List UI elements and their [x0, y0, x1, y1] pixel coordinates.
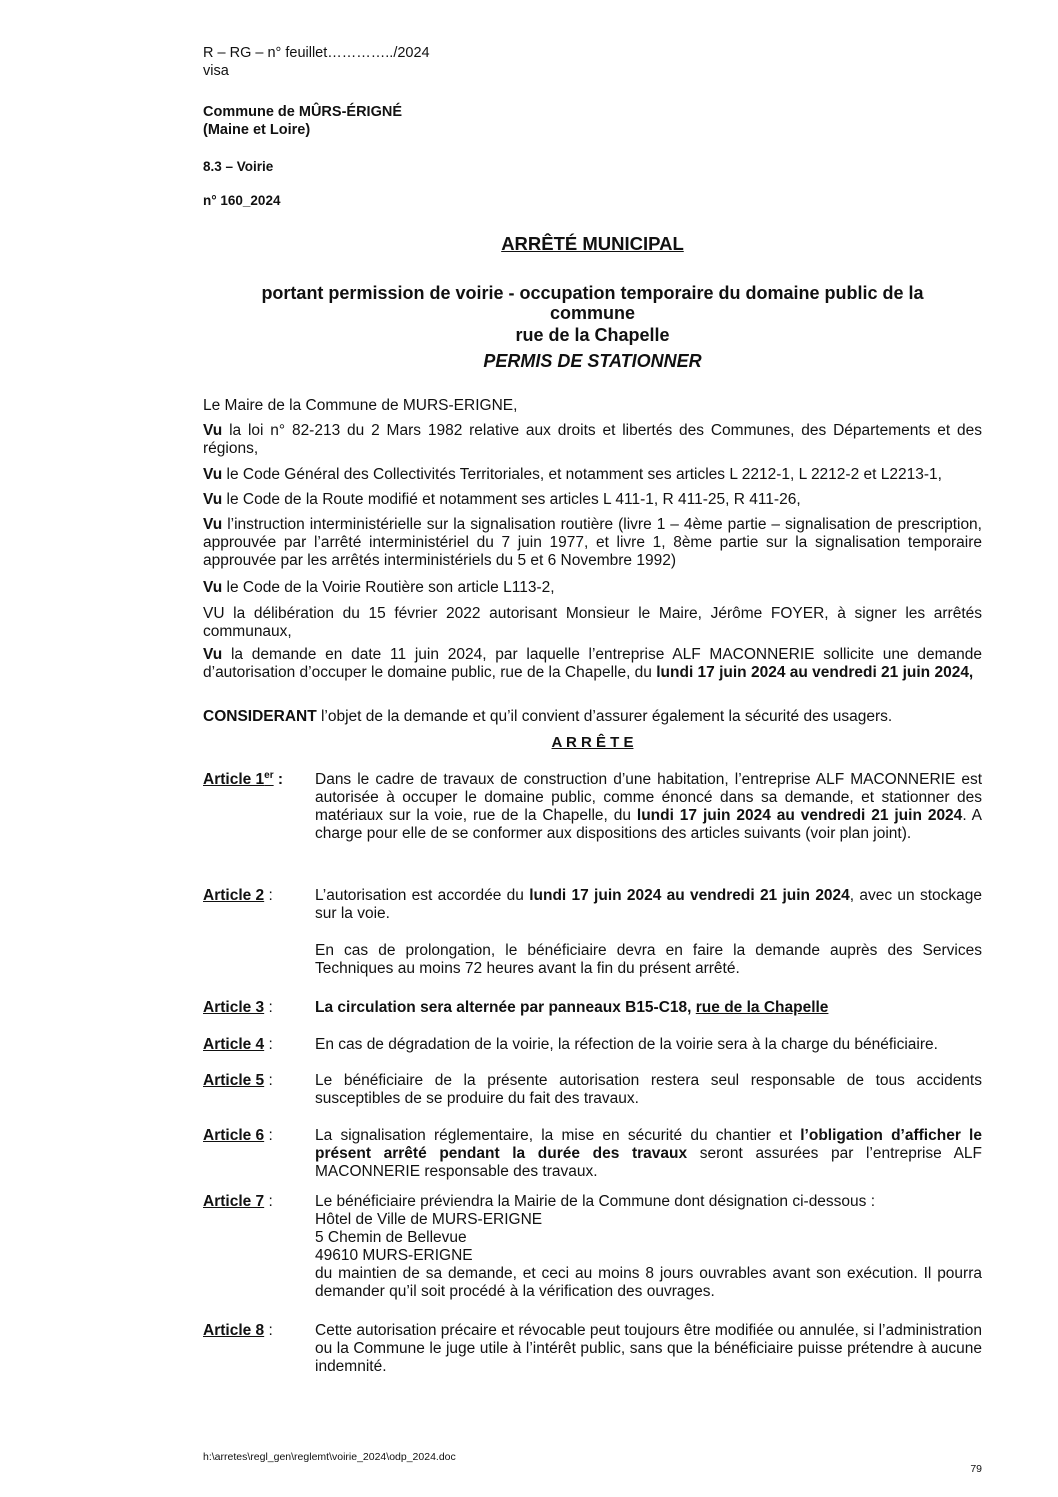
subtitle-permis: PERMIS DE STATIONNER	[483, 351, 702, 371]
vu-word: Vu	[203, 516, 223, 533]
considerant	[203, 708, 982, 726]
article-3-colon: :	[264, 999, 273, 1016]
subtitle-line2: commune	[549, 303, 636, 323]
article-3-text	[315, 999, 982, 1017]
vu-loi-1982	[203, 422, 982, 458]
article-1-sup: er	[264, 769, 274, 781]
article-7-colon: :	[264, 1193, 273, 1210]
address-line-1: Hôtel de Ville de MURS-ERIGNE	[315, 1211, 543, 1228]
arrete-heading: A R R Ê T E	[551, 734, 634, 751]
preamble-intro: Le Maire de la Commune de MURS-ERIGNE,	[203, 397, 518, 414]
vu-text: le Code Général des Collectivités Territoriales, et notamment ses articles L 2212-1, L 2212-2 et L2213-1,	[222, 466, 942, 483]
article-6-part-a: La signalisation réglementaire, la mise en sécurité du chantier et	[315, 1127, 801, 1144]
article-2-prolongation: En cas de prolongation, le bénéficiaire devra en faire la demande auprès des Services Techniques au moins 72 heures avant la fin du présent arrêté.	[315, 942, 982, 977]
vu-word: Vu	[203, 491, 223, 508]
article-8-text: Cette autorisation précaire et révocable peut toujours être modifiée ou annulée, si l’administration ou la Commune le juge utile à l’intérêt public, sans que la bénéficiaire puisse prétendre à aucune indemnité.	[315, 1322, 982, 1375]
commune-name: Commune de MÛRS-ÉRIGNÉ	[203, 104, 402, 120]
vu-code-voirie	[203, 579, 982, 597]
vu-dates: lundi 17 juin 2024 au vendredi 21 juin 2024,	[656, 664, 974, 681]
vu-deliberation: VU la délibération du 15 février 2022 autorisant Monsieur le Maire, Jérôme FOYER, à signer les arrêtés communaux,	[203, 605, 982, 640]
considerant-word: CONSIDERANT	[203, 708, 317, 725]
vu-instruction	[203, 516, 982, 570]
arrete-number: n° 160_2024	[203, 193, 281, 208]
article-3-circulation: La circulation sera alternée par panneaux B15-C18,	[315, 999, 696, 1016]
article-6-number: Article 6	[203, 1127, 265, 1144]
article-2-label	[203, 887, 273, 905]
vu-text: le Code de la Route modifié et notamment ses articles L 411-1, R 411-25, R 411-26,	[222, 491, 801, 508]
article-2-colon: :	[264, 887, 273, 904]
article-4-number: Article 4	[203, 1036, 265, 1053]
vu-demande	[203, 646, 982, 682]
article-7-number: Article 7	[203, 1193, 265, 1210]
address-line-2: 5 Chemin de Bellevue	[315, 1229, 467, 1246]
article-5-number: Article 5	[203, 1072, 265, 1089]
article-2-number: Article 2	[203, 887, 265, 904]
article-7-outro: du maintien de sa demande, et ceci au moins 8 jours ouvrables avant son exécution. Il pourra demander qu’il soit procédé à la vérification des ouvrages.	[315, 1265, 982, 1300]
document-title: ARRÊTÉ MUNICIPAL	[501, 233, 684, 254]
article-6-part-b: seront assurées par l’entreprise ALF MACONNERIE responsable des travaux.	[315, 1145, 982, 1180]
article-2-part-b: , avec un stockage sur la voie.	[315, 887, 983, 922]
vu-word: Vu	[203, 466, 223, 483]
article-1-dates: lundi 17 juin 2024 au vendredi 21 juin 2024	[636, 807, 963, 824]
address-line-3: 49610 MURS-ERIGNE	[315, 1247, 473, 1264]
article-8-label	[203, 1322, 273, 1340]
article-1-label-text	[203, 771, 274, 788]
visa-label: visa	[203, 63, 229, 79]
file-path: h:\arretes\regl_gen\reglemt\voirie_2024\odp_2024.doc	[203, 1451, 456, 1463]
article-4-text: En cas de dégradation de la voirie, la réfection de la voirie sera à la charge du bénéficiaire.	[315, 1036, 938, 1053]
article-2-part-a: L’autorisation est accordée du	[315, 887, 530, 904]
article-1-part-a: Dans le cadre de travaux de construction d’une habitation, l’entreprise ALF MACONNERIE est autorisée à occuper le domaine public, comme énoncé dans sa demande, et stationner des matériaux sur la voie, rue de la Chapelle, du	[315, 771, 982, 824]
article-6-label	[203, 1127, 273, 1145]
article-4-colon: :	[264, 1036, 273, 1053]
article-1-part-b: . A charge pour elle de se conformer aux dispositions des articles suivants (voir plan joint).	[315, 807, 982, 842]
category-label: 8.3 – Voirie	[203, 159, 274, 174]
vu-word: Vu	[203, 646, 223, 663]
article-6-colon: :	[264, 1127, 273, 1144]
article-1-label	[203, 771, 283, 789]
article-7-label	[203, 1193, 273, 1211]
article-2-dates: lundi 17 juin 2024 au vendredi 21 juin 2024	[529, 887, 850, 904]
vu-cgct	[203, 466, 982, 484]
article-6-text	[315, 1127, 982, 1181]
article-1-text	[315, 771, 982, 843]
subtitle-line3: rue de la Chapelle	[515, 325, 670, 345]
vu-text: l’instruction interministérielle sur la signalisation routière (livre 1 – 4ème partie – signalisation de prescription, approuvée par l’arrêté interministériel du 7 juin 1977, et livre 1, 8ème partie sur la signalisation temporaire approuvée par les arrêtés interministériels du 5 et 6 Novembre 1992)	[203, 516, 982, 569]
vu-text: le Code de la Voirie Routière son article L113-2,	[222, 579, 555, 596]
vu-text: la demande en date 11 juin 2024, par laquelle l’entreprise ALF MACONNERIE sollicite une demande d’autorisation d’occuper le domaine public, rue de la Chapelle, du	[203, 646, 982, 681]
article-3-number: Article 3	[203, 999, 265, 1016]
vu-word: Vu	[203, 579, 223, 596]
article-6-obligation: l’obligation d’afficher le présent arrêté pendant la durée des travaux	[315, 1127, 982, 1162]
article-8-colon: :	[264, 1322, 273, 1339]
article-7-intro: Le bénéficiaire préviendra la Mairie de la Commune dont désignation ci-dessous :	[315, 1193, 876, 1210]
department-name: (Maine et Loire)	[203, 122, 311, 138]
article-5-colon: :	[264, 1072, 273, 1089]
vu-code-route	[203, 491, 982, 509]
article-1-number: Article 1	[203, 771, 265, 788]
considerant-text: l’objet de la demande et qu’il convient d’assurer également la sécurité des usagers.	[316, 708, 893, 725]
article-2-text	[315, 887, 982, 923]
article-7-text	[315, 1193, 982, 1301]
subtitle-line1: portant permission de voirie - occupation temporaire du domaine public de la	[261, 283, 924, 303]
article-4-label	[203, 1036, 273, 1054]
article-5-text: Le bénéficiaire de la présente autorisation restera seul responsable de tous accidents susceptibles de se produire du fait des travaux.	[315, 1072, 982, 1107]
article-8-number: Article 8	[203, 1322, 265, 1339]
vu-word: Vu	[203, 422, 223, 439]
reference-line: R – RG – n° feuillet…………../2024	[203, 45, 430, 61]
page-number: 79	[970, 1463, 982, 1475]
article-3-label	[203, 999, 273, 1017]
article-3-street: rue de la Chapelle	[695, 999, 829, 1016]
vu-text: la loi n° 82-213 du 2 Mars 1982 relative aux droits et libertés des Communes, des Départements et des régions,	[203, 422, 982, 457]
article-5-label	[203, 1072, 273, 1090]
article-1-colon: :	[273, 771, 284, 788]
